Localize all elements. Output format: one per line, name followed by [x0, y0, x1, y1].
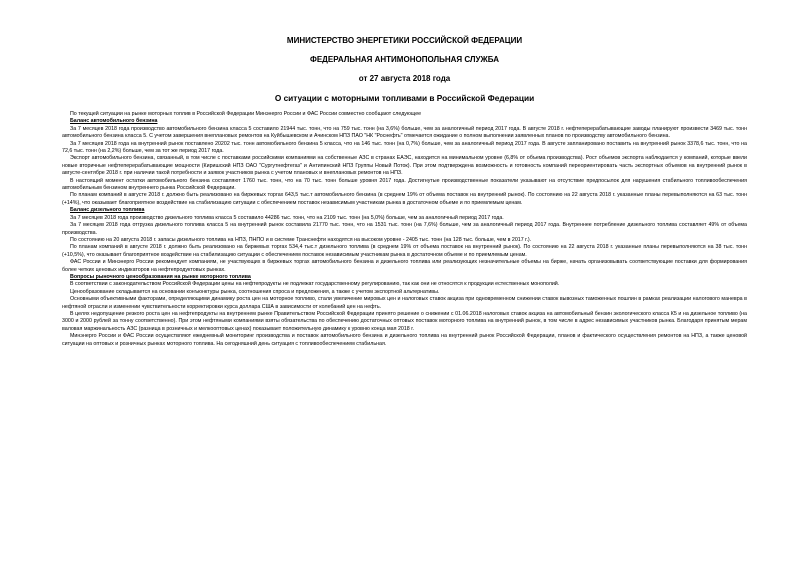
section-heading-diesel: Баланс дизельного топлива [70, 207, 145, 214]
document-body [62, 111, 747, 348]
paragraph: В соответствии с законодательством Российской Федерации цены на нефтепродукты не подлежат государственному регулированию, так как они не относятся к продукции естественных монополий. [70, 281, 560, 288]
paragraph: Основными объективными факторами, определяющими динамику роста цен на моторное топливо, стали увеличение мировых цен и налоговых ставок акциза при одновременном снижении ставок вывозных таможенных пошлин в рамках реализации налогового маневра в нефтяной отрасли и изменении чувствительности корректировки курса доллара США в зависимости от колебаний цен на нефть. [62, 296, 747, 310]
paragraph: За 7 месяцев 2018 года на внутренний рынок поставлено 20202 тыс. тонн автомобильного бензина 5 класса, что на 146 тыс. тонн (на 0,7%) больше, чем за аналогичный период 2017 года. В августе запланировано поставить на внутренний рынок 3378,6 тыс. тонн, что на 72,6 тыс. тонн (на 2,2%) больше, чем за тот же период 2017 года. [62, 140, 747, 155]
paragraph: Экспорт автомобильного бензина, связанный, в том числе с поставками российскими компаниями на собственные АЗС в странах ЕАЭС, находится на минимальном уровне (6,8% от объема производства). Рост объемов экспорта наблюдается у компаний, которые ввели новые вторичные нефтеперерабатывающие мощности (Киришский НПЗ ОАО "Сургутнефтегаз" и Антипинский НПЗ Группы Новый Поток). При этом подтверждена возможность и готовность компаний переориентировать часть экспортных объемов на внутренний рынок в августе-сентябре 2018 г. при наличии такой потребности и заявок участников рынка с учетом плановых и внеплановых ремонтов на НПЗ. [62, 155, 747, 177]
paragraph: Минэнерго России и ФАС России осуществляют ежедневный мониторинг производства и поставок автомобильного бензина и дизельного топлива на внутренний рынок Российской Федерации, планов и фактического осуществления ремонтов на НПЗ, а также ценовой ситуации на оптовых и розничных рынках моторного топлива. На сегодняшний день ситуация с топливообеспечением стабильная. [62, 333, 747, 347]
date-heading: от 27 августа 2018 года [358, 74, 451, 83]
paragraph: За 7 месяцев 2018 года отгрузка дизельного топлива класса 5 на внутренний рынок составила 21770 тыс. тонн, что на 1531 тыс. тонн (на 7,6%) больше, чем за аналогичный период 2017 года. Внутреннее потребление дизельного топлива составляет 49% от объема производства. [62, 222, 747, 236]
ministry-heading: МИНИСТЕРСТВО ЭНЕРГЕТИКИ РОССИЙСКОЙ ФЕДЕРАЦИИ [286, 36, 523, 45]
paragraph: По планам компаний в августе 2018 г. должно быть реализовано на биржевых торгах 534,4 тыс.т дизельного топлива (в среднем 19% от объема поставок на внутренний рынок). По состоянию на 22 августа 2018 г. указанные планы перевыполняются на 38 тыс. тонн (+10,5%), что оказывает благоприятное воздействие на стабилизацию ситуации с обеспечением поставок независимым участникам рынка в достаточном объеме и по приемлемым ценам. [62, 244, 747, 258]
paragraph: За 7 месяцев 2018 года производство автомобильного бензина класса 5 составило 21944 тыс. тонн, что на 759 тыс. тонн (на 3,6%) больше, чем за аналогичный период 2017 года. В августе 2018 г. нефтеперерабатывающие заводы планируют произвести 3469 тыс. тонн автомобильного бензина класса 5. С учетом завершения внеплановых ремонтов на Куйбышевском и Ачинском НПЗ ПАО "НК "Роснефть" отмечается ожидание о полном выполнении заявленных планов по производству автомобильного бензина. [62, 125, 747, 140]
paragraph: В целях недопущение резкого роста цен на нефтепродукты на внутреннем рынке Правительством Российской Федерации принято решение о снижении с 01.06.2018 налоговых ставок акциза на автомобильный бензин экологического класса К5 и на дизельное топливо (на 3000 и 2000 рублей за тонну соответственно). При этом нефтяными компаниями взяты обязательства по обеспечению достаточных оптовых поставок моторного топлива на внутренний рынок, в том числе в адрес независимых участников рынка. Благодаря принятым мерам валовая маржинальность АЗС (разница в розничных и мелкооптовых ценах) показывает положительную динамику к уровню конца мая 2018 г. [62, 310, 747, 332]
paragraph: В настоящий момент остатки автомобильного бензина составляют 1760 тыс. тонн, что на 70 тыс. тонн больше уровня 2017 года. Достигнутые производственные показатели указывают на отсутствие предпосылок для нарушения стабильного топливообеспечения автомобильным бензином внутреннего рынка Российской Федерации. [62, 177, 747, 192]
document-title: О ситуации с моторными топливами в Российской Федерации [274, 93, 535, 103]
section-heading-pricing: Вопросы рыночного ценообразования на рынке моторного топлива [70, 273, 251, 280]
paragraph: ФАС России и Минэнерго России рекомендует компаниям, не участвующих в биржевых торгах автомобильного бензина и дизельного топлива или реализующих незначительные объемы на бирже, начать организовывать соответствующие поставки для формирования более четких ценовых индикаторов на нефтепродуктовых рынках. [62, 259, 747, 273]
agency-heading: ФЕДЕРАЛЬНАЯ АНТИМОНОПОЛЬНАЯ СЛУЖБА [310, 55, 499, 64]
paragraph: По состоянию на 20 августа 2018 г. запасы дизельного топлива на НПЗ, ПНПО и в системе Транснефти находятся на высоком уровне - 2405 тыс. тонн (на 128 тыс. больше, чем в 2017 г.). [70, 236, 532, 243]
paragraph: За 7 месяцев 2018 года производство дизельного топлива класса 5 составило 44286 тыс. тонн, что на 2109 тыс. тонн (на 5,0%) больше, чем за аналогичный период 2017 года. [70, 214, 504, 221]
section-heading-gasoline: Баланс автомобильного бензина [70, 118, 158, 125]
paragraph: Ценообразование складывается на основании конъюнктуры рынка, соотношения спроса и предложения, а также с учетом экспортной альтернативы. [70, 288, 440, 295]
paragraph: По планам компаний в августе 2018 г. должно быть реализовано на биржевых торгах 643,5 тыс.т автомобильного бензина (в среднем 19% от объема поставок на внутренний рынок). По состоянию на 22 августа 2018 г. указанные планы перевыполняются на 63 тыс. тонн (+14%), что оказывает благоприятное воздействие на стабилизацию ситуации с обеспечением поставок независимым участникам рынка в достаточном объеме и по приемлемым ценам. [62, 192, 747, 206]
intro-paragraph: По текущей ситуации на рынке моторных топлив в Российской Федерации Минэнерго России и ФАС России совместно сообщают следующее [70, 111, 422, 117]
